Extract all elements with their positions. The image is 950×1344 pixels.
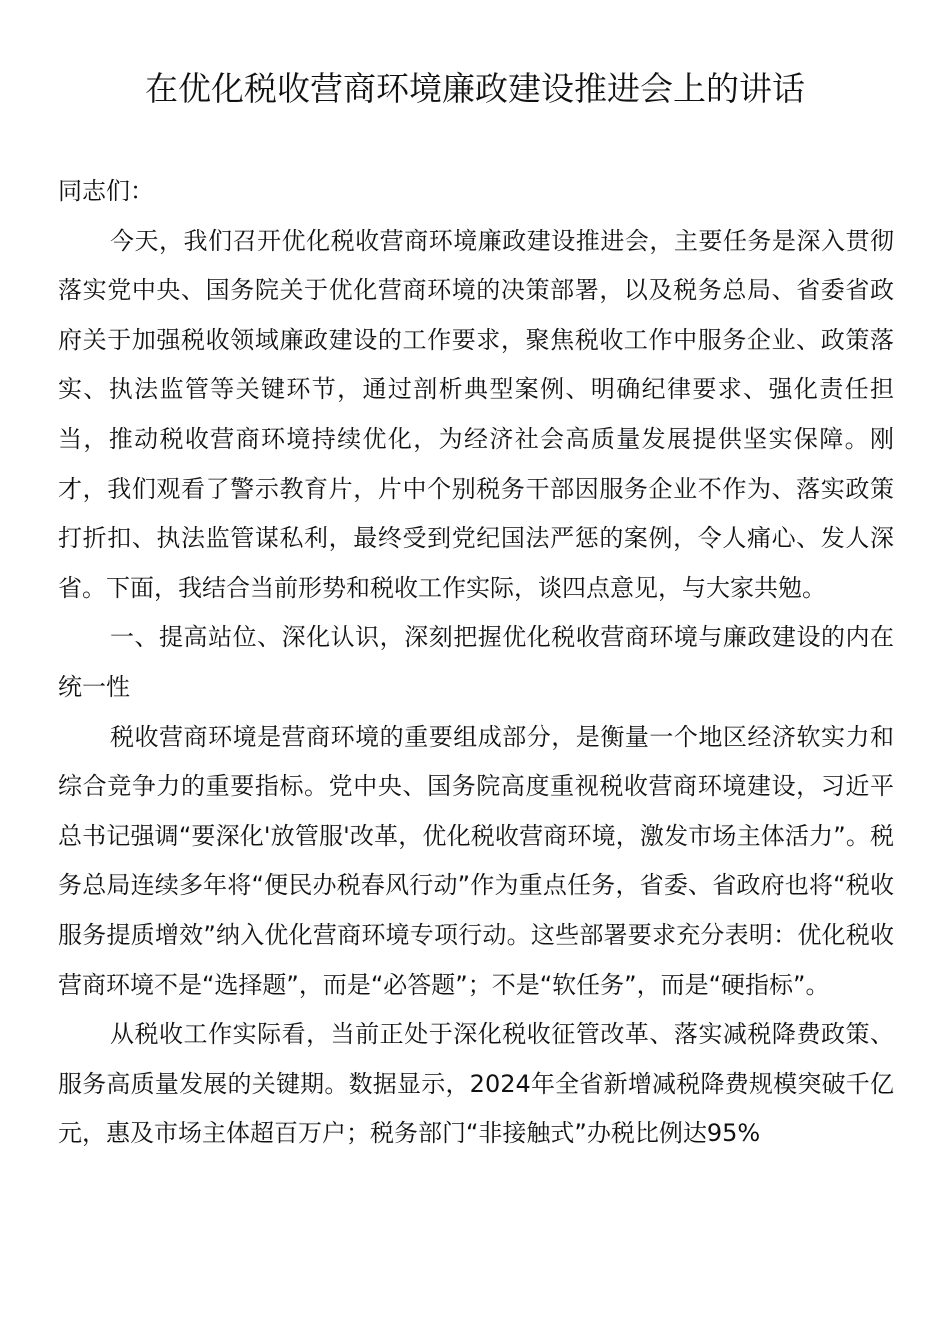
paragraph-section-1-a: 税收营商环境是营商环境的重要组成部分，是衡量一个地区经济软实力和综合竞争力的重要指标。党中央、国务院高度重视税收营商环境建设，习近平总书记强调“要深化'放管服'改革，优化税收营商环境，激发市场主体活力”。税务总局连续多年将“便民办税春风行动”作为重点任务，省委、省政府也将“税收服务提质增效”纳入优化营商环境专项行动。这些部署要求充分表明：优化税收营商环境不是“选择题”，而是“必答题”；不是“软任务”，而是“硬指标”。 (58, 722, 894, 999)
paragraph-section-1-b: 从税收工作实际看，当前正处于深化税收征管改革、落实减税降费政策、服务高质量发展的关键期。数据显示，2024年全省新增减税降费规模突破千亿元，惠及市场主体超百万户；税务部门“非接触式”办税比例达95% (58, 1020, 894, 1148)
section-heading-1: 一、提高站位、深化认识，深刻把握优化税收营商环境与廉政建设的内在统一性 (58, 623, 894, 701)
document-title: 在优化税收营商环境廉政建设推进会上的讲话 (145, 69, 805, 108)
document-body (58, 167, 894, 1159)
paragraph-intro: 今天，我们召开优化税收营商环境廉政建设推进会，主要任务是深入贯彻落实党中央、国务院关于优化营商环境的决策部署，以及税务总局、省委省政府关于加强税收领域廉政建设的工作要求，聚焦税收工作中服务企业、政策落实、执法监管等关键环节，通过剖析典型案例、明确纪律要求、强化责任担当，推动税收营商环境持续优化，为经济社会高质量发展提供坚实保障。刚才，我们观看了警示教育片，片中个别税务干部因服务企业不作为、落实政策打折扣、执法监管谋私利，最终受到党纪国法严惩的案例，令人痛心、发人深省。下面，我结合当前形势和税收工作实际，谈四点意见，与大家共勉。 (58, 226, 894, 602)
salutation: 同志们： (58, 177, 154, 205)
